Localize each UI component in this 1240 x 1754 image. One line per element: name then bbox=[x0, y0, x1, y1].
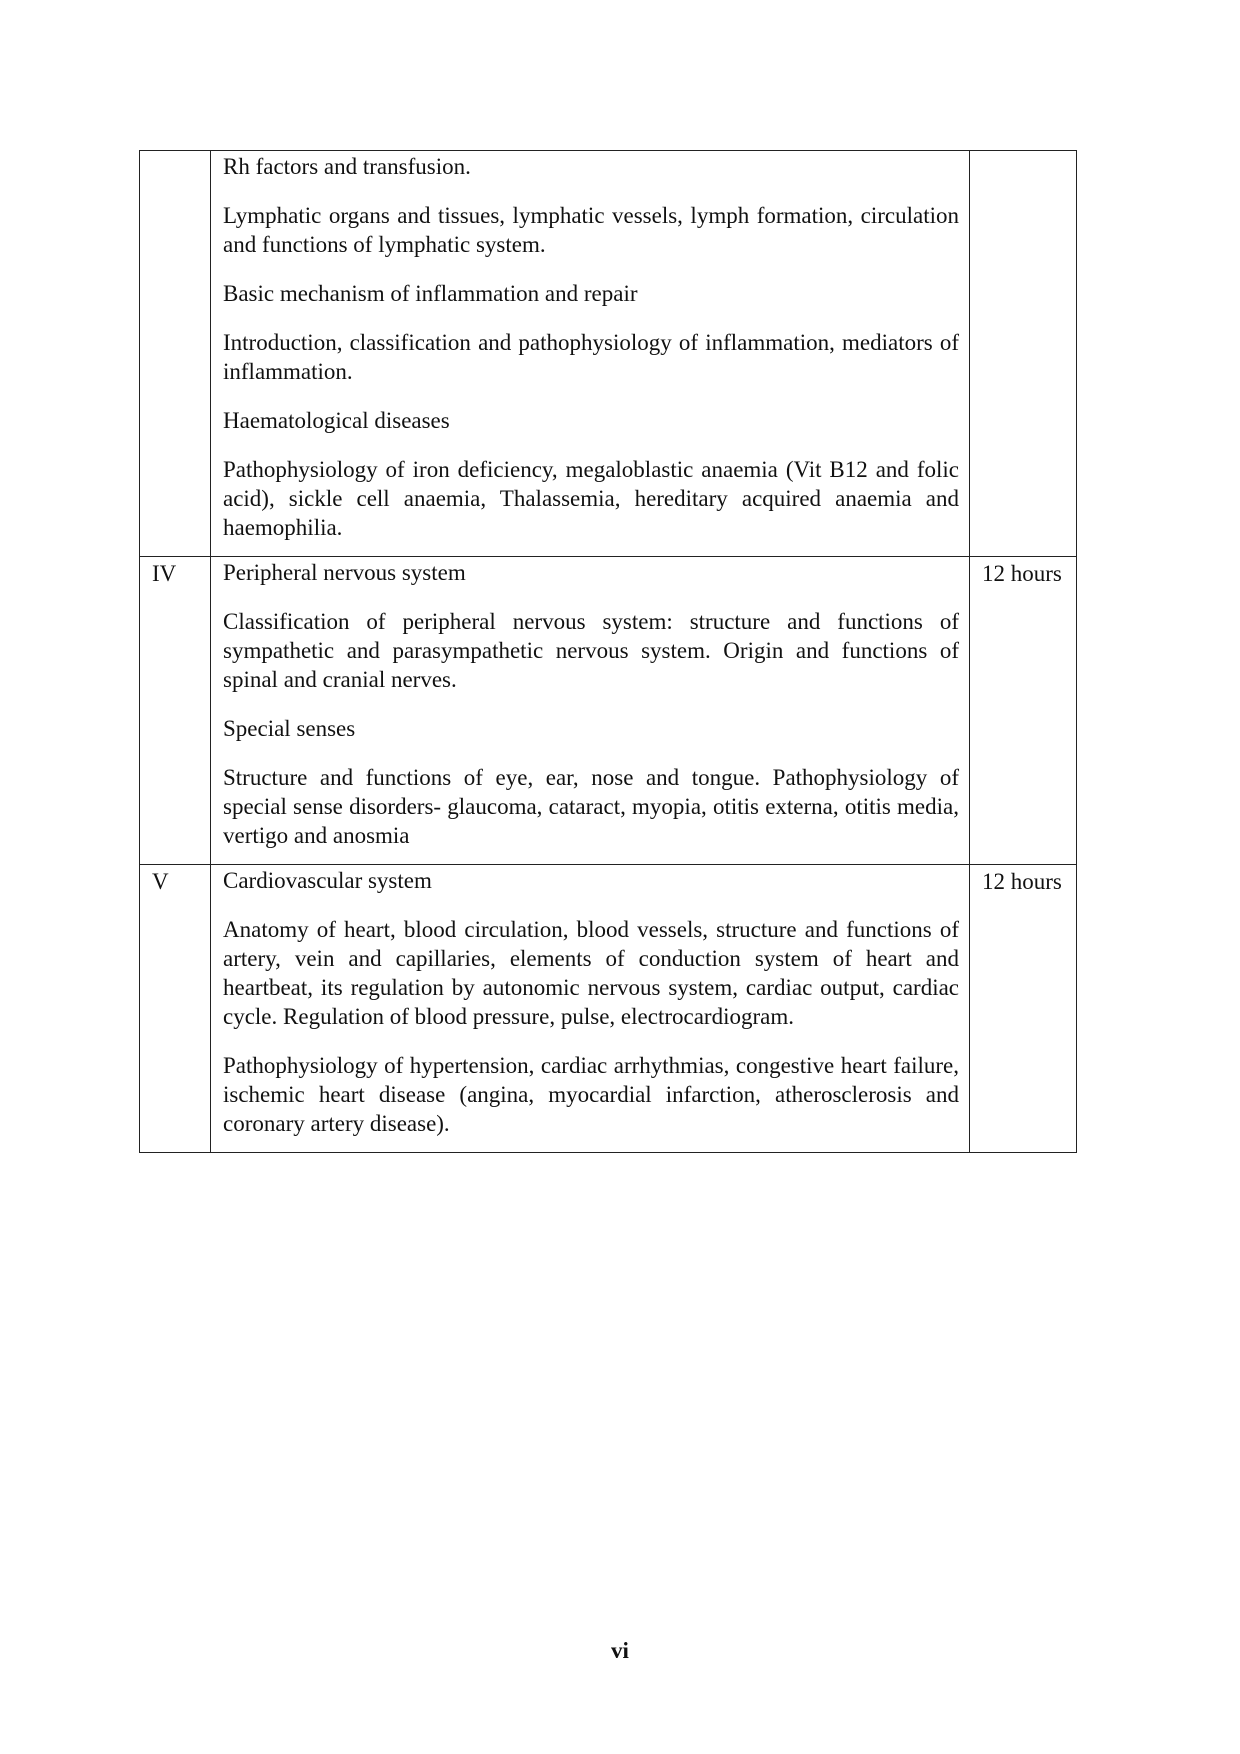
table-row bbox=[140, 151, 1077, 557]
topic-text: Rh factors and transfusion. bbox=[223, 154, 471, 179]
syllabus-table bbox=[139, 150, 1077, 1153]
topic-text: Lymphatic organs and tissues, lymphatic vessels, lymph formation, circulation and functions of lymphatic system. bbox=[223, 203, 959, 257]
unit-cell bbox=[140, 151, 211, 557]
hours-cell: 12 hours bbox=[970, 865, 1077, 1153]
unit-cell: V bbox=[140, 865, 211, 1153]
topic-text: Anatomy of heart, blood circulation, blood vessels, structure and functions of artery, vein and capillaries, elements of conduction system of heart and heartbeat, its regulation by autonomic nervous system, cardiac output, cardiac cycle. Regulation of blood pressure, pulse, electrocardiogram. bbox=[223, 917, 959, 1029]
topic-text: Structure and functions of eye, ear, nose and tongue. Pathophysiology of special sense disorders- glaucoma, cataract, myopia, otitis externa, otitis media, vertigo and anosmia bbox=[223, 765, 959, 848]
topic-heading: Special senses bbox=[223, 716, 356, 741]
topic-text: Classification of peripheral nervous system: structure and functions of sympathetic and parasympathetic nervous system. Origin and functions of spinal and cranial nerves. bbox=[223, 609, 959, 692]
topic-text: Pathophysiology of iron deficiency, megaloblastic anaemia (Vit B12 and folic acid), sickle cell anaemia, Thalassemia, hereditary acquired anaemia and haemophilia. bbox=[223, 457, 959, 540]
unit-cell: IV bbox=[140, 557, 211, 865]
page-number: vi bbox=[611, 1638, 629, 1663]
hours-cell bbox=[970, 151, 1077, 557]
topic-heading: Basic mechanism of inflammation and repair bbox=[223, 281, 638, 306]
topic-heading: Peripheral nervous system bbox=[223, 560, 466, 585]
topic-text: Introduction, classification and pathophysiology of inflammation, mediators of inflammation. bbox=[223, 330, 959, 384]
content-cell bbox=[211, 151, 970, 557]
table-row bbox=[140, 865, 1077, 1153]
hours-cell: 12 hours bbox=[970, 557, 1077, 865]
content-cell bbox=[211, 865, 970, 1153]
topic-text: Pathophysiology of hypertension, cardiac arrhythmias, congestive heart failure, ischemic heart disease (angina, myocardial infarction, atherosclerosis and coronary artery disease). bbox=[223, 1053, 959, 1136]
topic-heading: Haematological diseases bbox=[223, 408, 450, 433]
table-row bbox=[140, 557, 1077, 865]
content-cell bbox=[211, 557, 970, 865]
topic-heading: Cardiovascular system bbox=[223, 868, 432, 893]
